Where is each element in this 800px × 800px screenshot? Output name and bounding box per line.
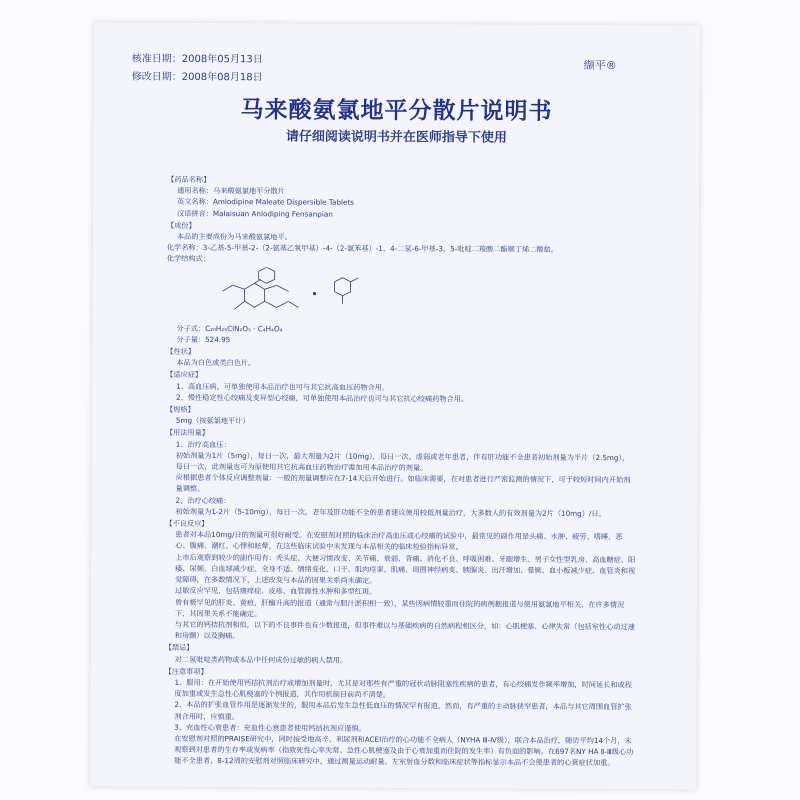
- structure-label: 化学结构式：: [166, 254, 210, 264]
- english-name: 英文名称：Amlodipine Maleate Dispersible Tablets: [177, 197, 355, 208]
- document-subtitle: 请仔细阅读说明书并在医师指导下使用: [285, 129, 507, 146]
- molecular-formula: 分子式：C₂₀H₂₅ClN₂O₅ · C₄H₄O₄: [176, 323, 283, 334]
- brand-mark: 缬平®: [583, 58, 617, 73]
- section-heading-contraindication: 【禁忌】: [164, 643, 194, 653]
- section-heading-precautions: 【注意事项】: [164, 666, 208, 676]
- header-dates: [132, 51, 263, 88]
- section-heading-character: 【性状】: [166, 346, 196, 356]
- section-heading-spec: 【规格】: [165, 404, 195, 414]
- composition-main: 本品的主要成份为马来酸氨氯地平。: [176, 231, 292, 242]
- adverse-paragraph: 上市后观察到较少的副作用有：秃头症、大便习惯改变、关节痛、衰弱、背痛、消化不良、呼吸困难、牙龈增生、男子女性型乳房、高血糖症、阳痿、尿频、白血球减少症、全身不适、情绪变化、口干、肌肉痉挛、肌痛、周围神经病变、胰腺炎、出汗增加、晕厥、血小板减少症、血管炎和视觉障碍，在多数情况下，上述改变与本品的因果关系尚未确定。: [175, 552, 636, 585]
- leaflet-sheet: [90, 22, 700, 789]
- usage-paragraph: 初始剂量为1-2片（5-10mg），每日一次。老年及肝功能不全的患者建议使用较低剂量治疗，大多数人的有效剂量为2片（10mg）/日。: [175, 506, 606, 518]
- molecular-weight: 分子量：524.95: [176, 334, 231, 344]
- revision-date: 修改日期：2008年08月18日: [131, 71, 263, 84]
- precaution-paragraph: 在安慰剂对照的PRAISE研究中，同时接受地高辛、利尿剂和ACEI治疗的心功能不全病人（NYHA Ⅲ-Ⅳ级），联合本品治疗，随访平均14个月，未观察到对患者的生存率或发病率（指致死性心率失常、急性心肌梗塞及由于心衰加重而住院的发生率）有负面的影响。在697名NY HA Ⅱ-Ⅲ级心功能不全患者，8-12周的安慰剂对照临床研究中，通过测量运动耐量、左室射血分数和临床症状等指标显示本品不会使患者的心衰症状加重。: [174, 733, 634, 768]
- precaution-paragraph: 1、服用：在开始使用钙拮抗剂治疗或增加剂量时，尤其是对那些有严重的冠状动脉阻塞性疾病的患者，有心绞痛发作频率增加，时间延长和或程度加重或发生急性心肌梗塞的个例报道，其作用机制目前尚不清楚。: [174, 677, 632, 700]
- usage-paragraph: 应根据患者个体反应调整剂量：一般的剂量调整应在7-14天后开始进行。如临床需要，在对患者进行严密监测的情况下，可于较短时间内开始剂量调整。: [175, 473, 631, 494]
- section-heading-adverse: 【不良反应】: [165, 518, 209, 529]
- adverse-paragraph: 过敏反应罕见，包括瘙痒症、皮疹、血管源性水肿和多型红斑。: [175, 586, 377, 597]
- usage-paragraph: 初始剂量为1片（5mg），每日一次，最大剂量为2片（10mg），每日一次。虚弱或老年患者，伴有肝功能不全患者初始剂量为半片（2.5mg），每日一次，此剂量也可为原使用其它抗高血压药物治疗需加用本品治疗的剂量。: [175, 450, 630, 473]
- adverse-paragraph: 曾有极罕见的肝炎、黄疸，肝酶升高的报道（通常与胆汁淤积相一致），某些因病情较重而住院的病例据报道与使用氨氯地平相关，在许多情况下，其因果关系不能确定。: [174, 597, 625, 619]
- contraindication-text: 对二氢吡啶类药物或本品中任何成份过敏的病人禁用。: [174, 654, 348, 665]
- precaution-paragraph: 2、本品的扩张血管作用是逐渐发生的，服用本品后发生急性低血压的情况罕有报道，然而，有严重的主动脉狭窄患者，本品与其它周围血管扩张剂合用时，应慎重。: [174, 700, 632, 721]
- precaution-paragraph: 3、充血性心衰患者：充血性心衰患者使用钙拮抗剂应谨慎。: [174, 722, 366, 733]
- adverse-paragraph: 患者对本品10mg/日的剂量可很好耐受。在安慰剂对照的临床治疗高血压或心绞痛的试验中，最常见的副作用是头痛、水肿、疲劳、嗜睡、恶心、腹痛、潮红、心悸和眩晕，在这些临床试验中未发现与本品相关的临床检验指标异常。: [175, 530, 623, 552]
- common-name: 通用名称：马来酸氨氯地平分散片: [177, 186, 285, 196]
- character-text: 本品为白色或类白色片。: [176, 358, 256, 368]
- pinyin-name: 汉语拼音：Malaisuan Anlodiping Fensanpian: [176, 208, 333, 219]
- leaflet-body: [164, 173, 637, 769]
- indication-item: 2、慢性稳定性心绞痛及变异型心绞痛，可单独使用本品治疗也可与其它抗心绞痛药物合用。: [176, 392, 469, 404]
- chemical-name: 化学名称：3-乙基-5-甲基-2-（2-氨基乙氧甲基）-4-（2-氯苯基）-1，4-二氢-6-甲基-3，5-吡啶二羧酸二酯顺丁烯二酸盐。: [166, 243, 558, 255]
- chemical-structure-diagram: [202, 267, 636, 323]
- usage-paragraph: 1、治疗高血压：: [175, 439, 231, 449]
- section-heading-usage: 【用法用量】: [165, 428, 210, 438]
- spec-text: 5mg（按氨氯地平计）: [175, 416, 250, 426]
- section-heading-composition: 【成份】: [166, 220, 196, 230]
- approval-date: 核准日期：2008年05月13日: [131, 53, 263, 66]
- usage-paragraph: 2、治疗心绞痛：: [175, 495, 231, 505]
- document-title: 马来酸氨氯地平分散片说明书: [240, 97, 553, 125]
- section-heading-name: 【药品名称】: [167, 174, 211, 185]
- adverse-paragraph: 与其它的钙拮抗剂相似，以下的不良事件也有少数报道，但事件难以与基础疾病的自然病程相区分，如：心肌梗塞、心律失常（包括室性心动过速和房颤）以及胸痛。: [174, 619, 635, 641]
- molecule-icon: [202, 267, 372, 322]
- section-heading-indication: 【适应症】: [166, 370, 203, 380]
- indication-item: 1、高血压病，可单独使用本品治疗也可与其它抗高血压药物合用。: [176, 381, 390, 392]
